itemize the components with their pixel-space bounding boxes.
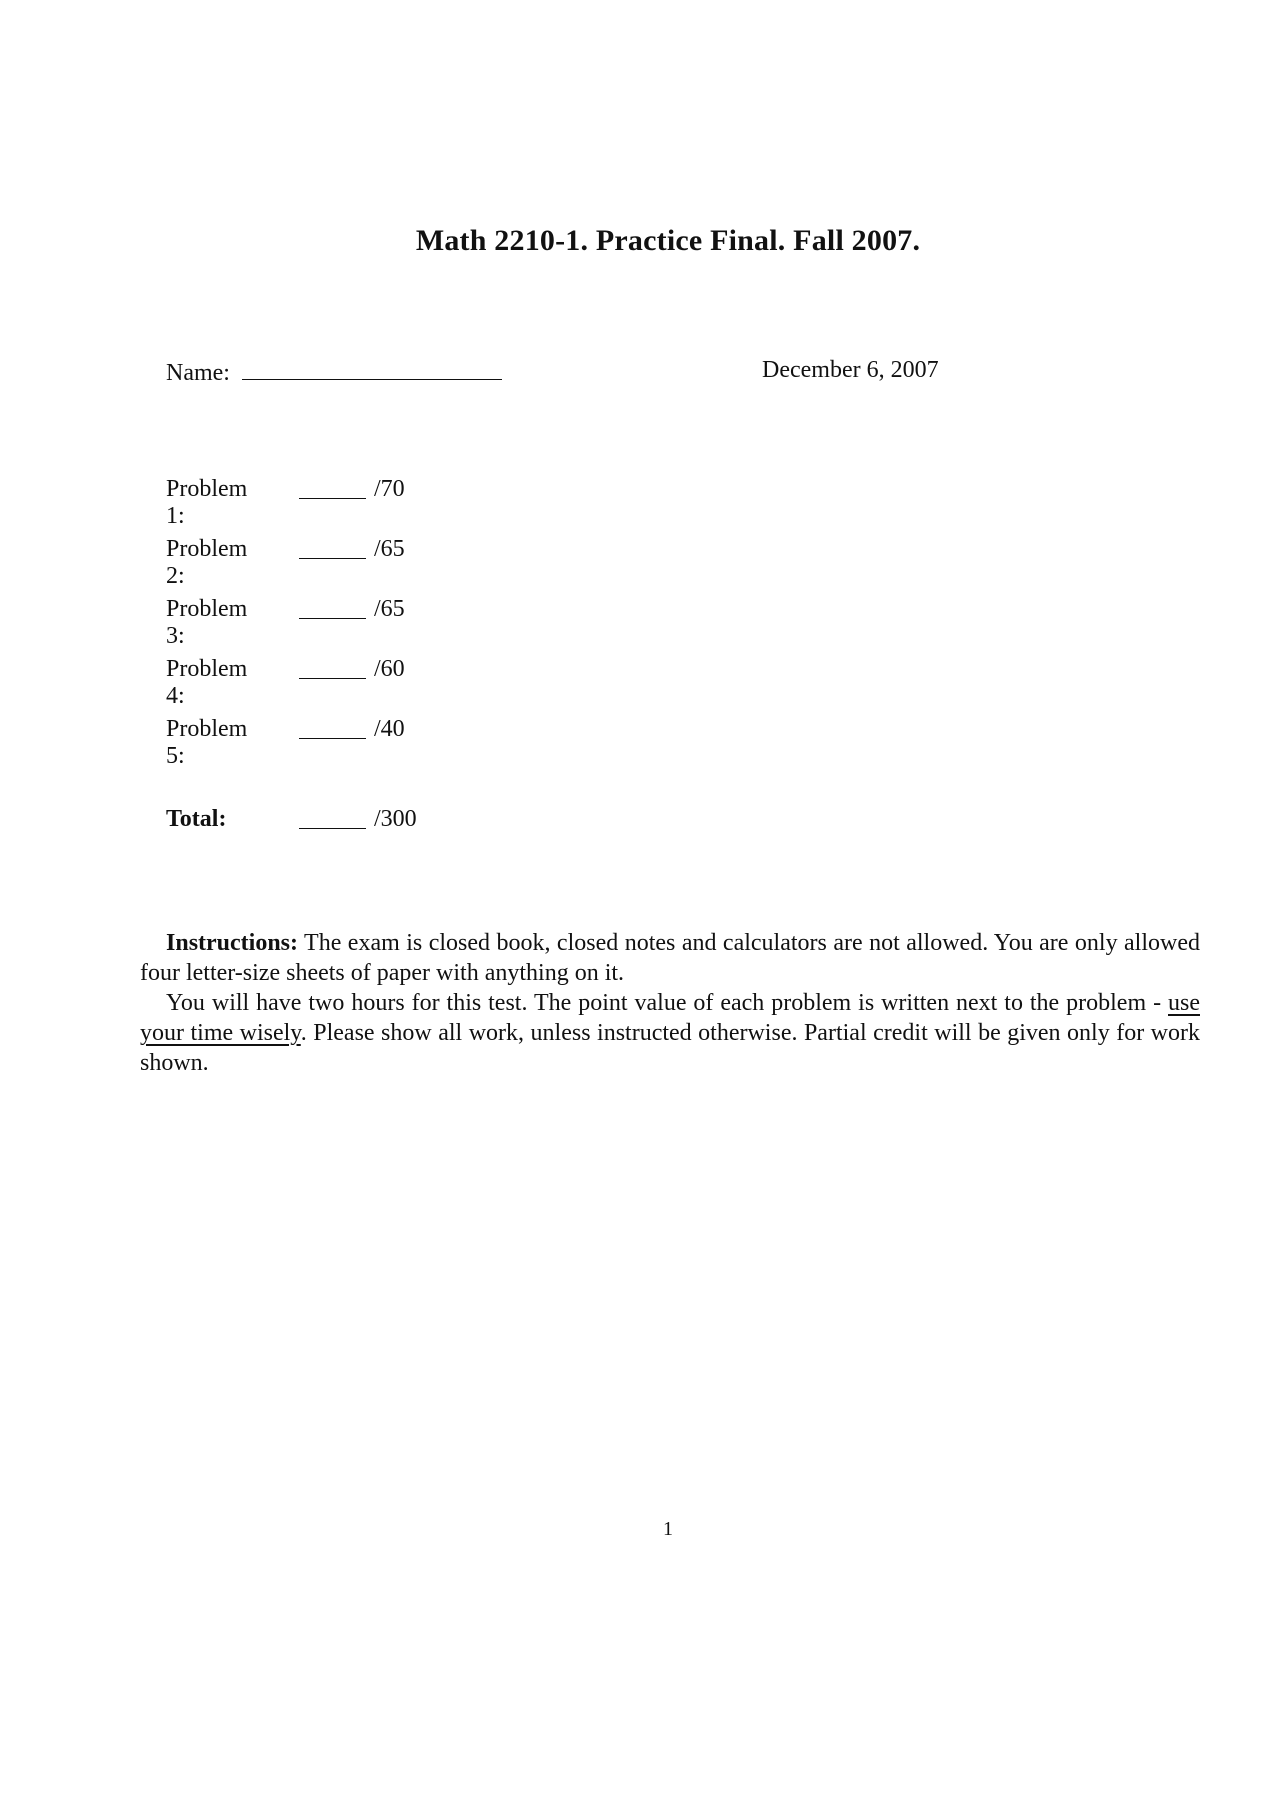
name-field[interactable]: [242, 357, 502, 380]
problem-max-points: /60: [374, 656, 405, 682]
total-max-points: /300: [374, 806, 417, 832]
name-label: Name:: [166, 360, 230, 386]
instructions-heading: Instructions:: [166, 930, 299, 956]
instructions-emphasis: use your time wisely: [140, 990, 1200, 1046]
score-blank[interactable]: [299, 498, 366, 499]
problem-max-points: /65: [374, 536, 405, 562]
instructions-paragraph-2: [140, 988, 1200, 1078]
problem-max-points: /70: [374, 476, 405, 502]
total-label-text: Total: [166, 806, 219, 832]
problem-label: Problem 4:: [166, 656, 248, 709]
problem-label: Problem 3:: [166, 596, 248, 649]
instructions-text-2b: . Please show all work, unless instructed otherwise. Partial credit will be given only for work shown.: [140, 1020, 1201, 1076]
instructions: [140, 928, 1200, 1078]
instructions-text-2a: You will have two hours for this test. The point value of each problem is written next to the problem -: [166, 990, 1168, 1016]
name-row: [166, 357, 502, 387]
total-label-colon: :: [218, 806, 227, 832]
score-blank[interactable]: [299, 738, 366, 739]
instructions-text-1: The exam is closed book, closed notes and calculators are not allowed. You are only allowed four letter-size sheets of paper with anything on it.: [140, 930, 1200, 986]
total-label: [166, 806, 226, 833]
problem-max-points: /40: [374, 716, 405, 742]
exam-title: Math 2210-1. Practice Final. Fall 2007.: [415, 224, 921, 257]
score-blank[interactable]: [299, 558, 366, 559]
instructions-paragraph-1: [140, 928, 1200, 988]
problem-max-points: /65: [374, 596, 405, 622]
problem-label: Problem 1:: [166, 476, 248, 529]
problem-label: Problem 5:: [166, 716, 248, 769]
score-blank[interactable]: [299, 618, 366, 619]
score-blank[interactable]: [299, 678, 366, 679]
page-number: 1: [663, 1518, 673, 1540]
exam-date: December 6, 2007: [762, 357, 939, 383]
total-blank[interactable]: [299, 828, 366, 829]
problem-label: Problem 2:: [166, 536, 248, 589]
